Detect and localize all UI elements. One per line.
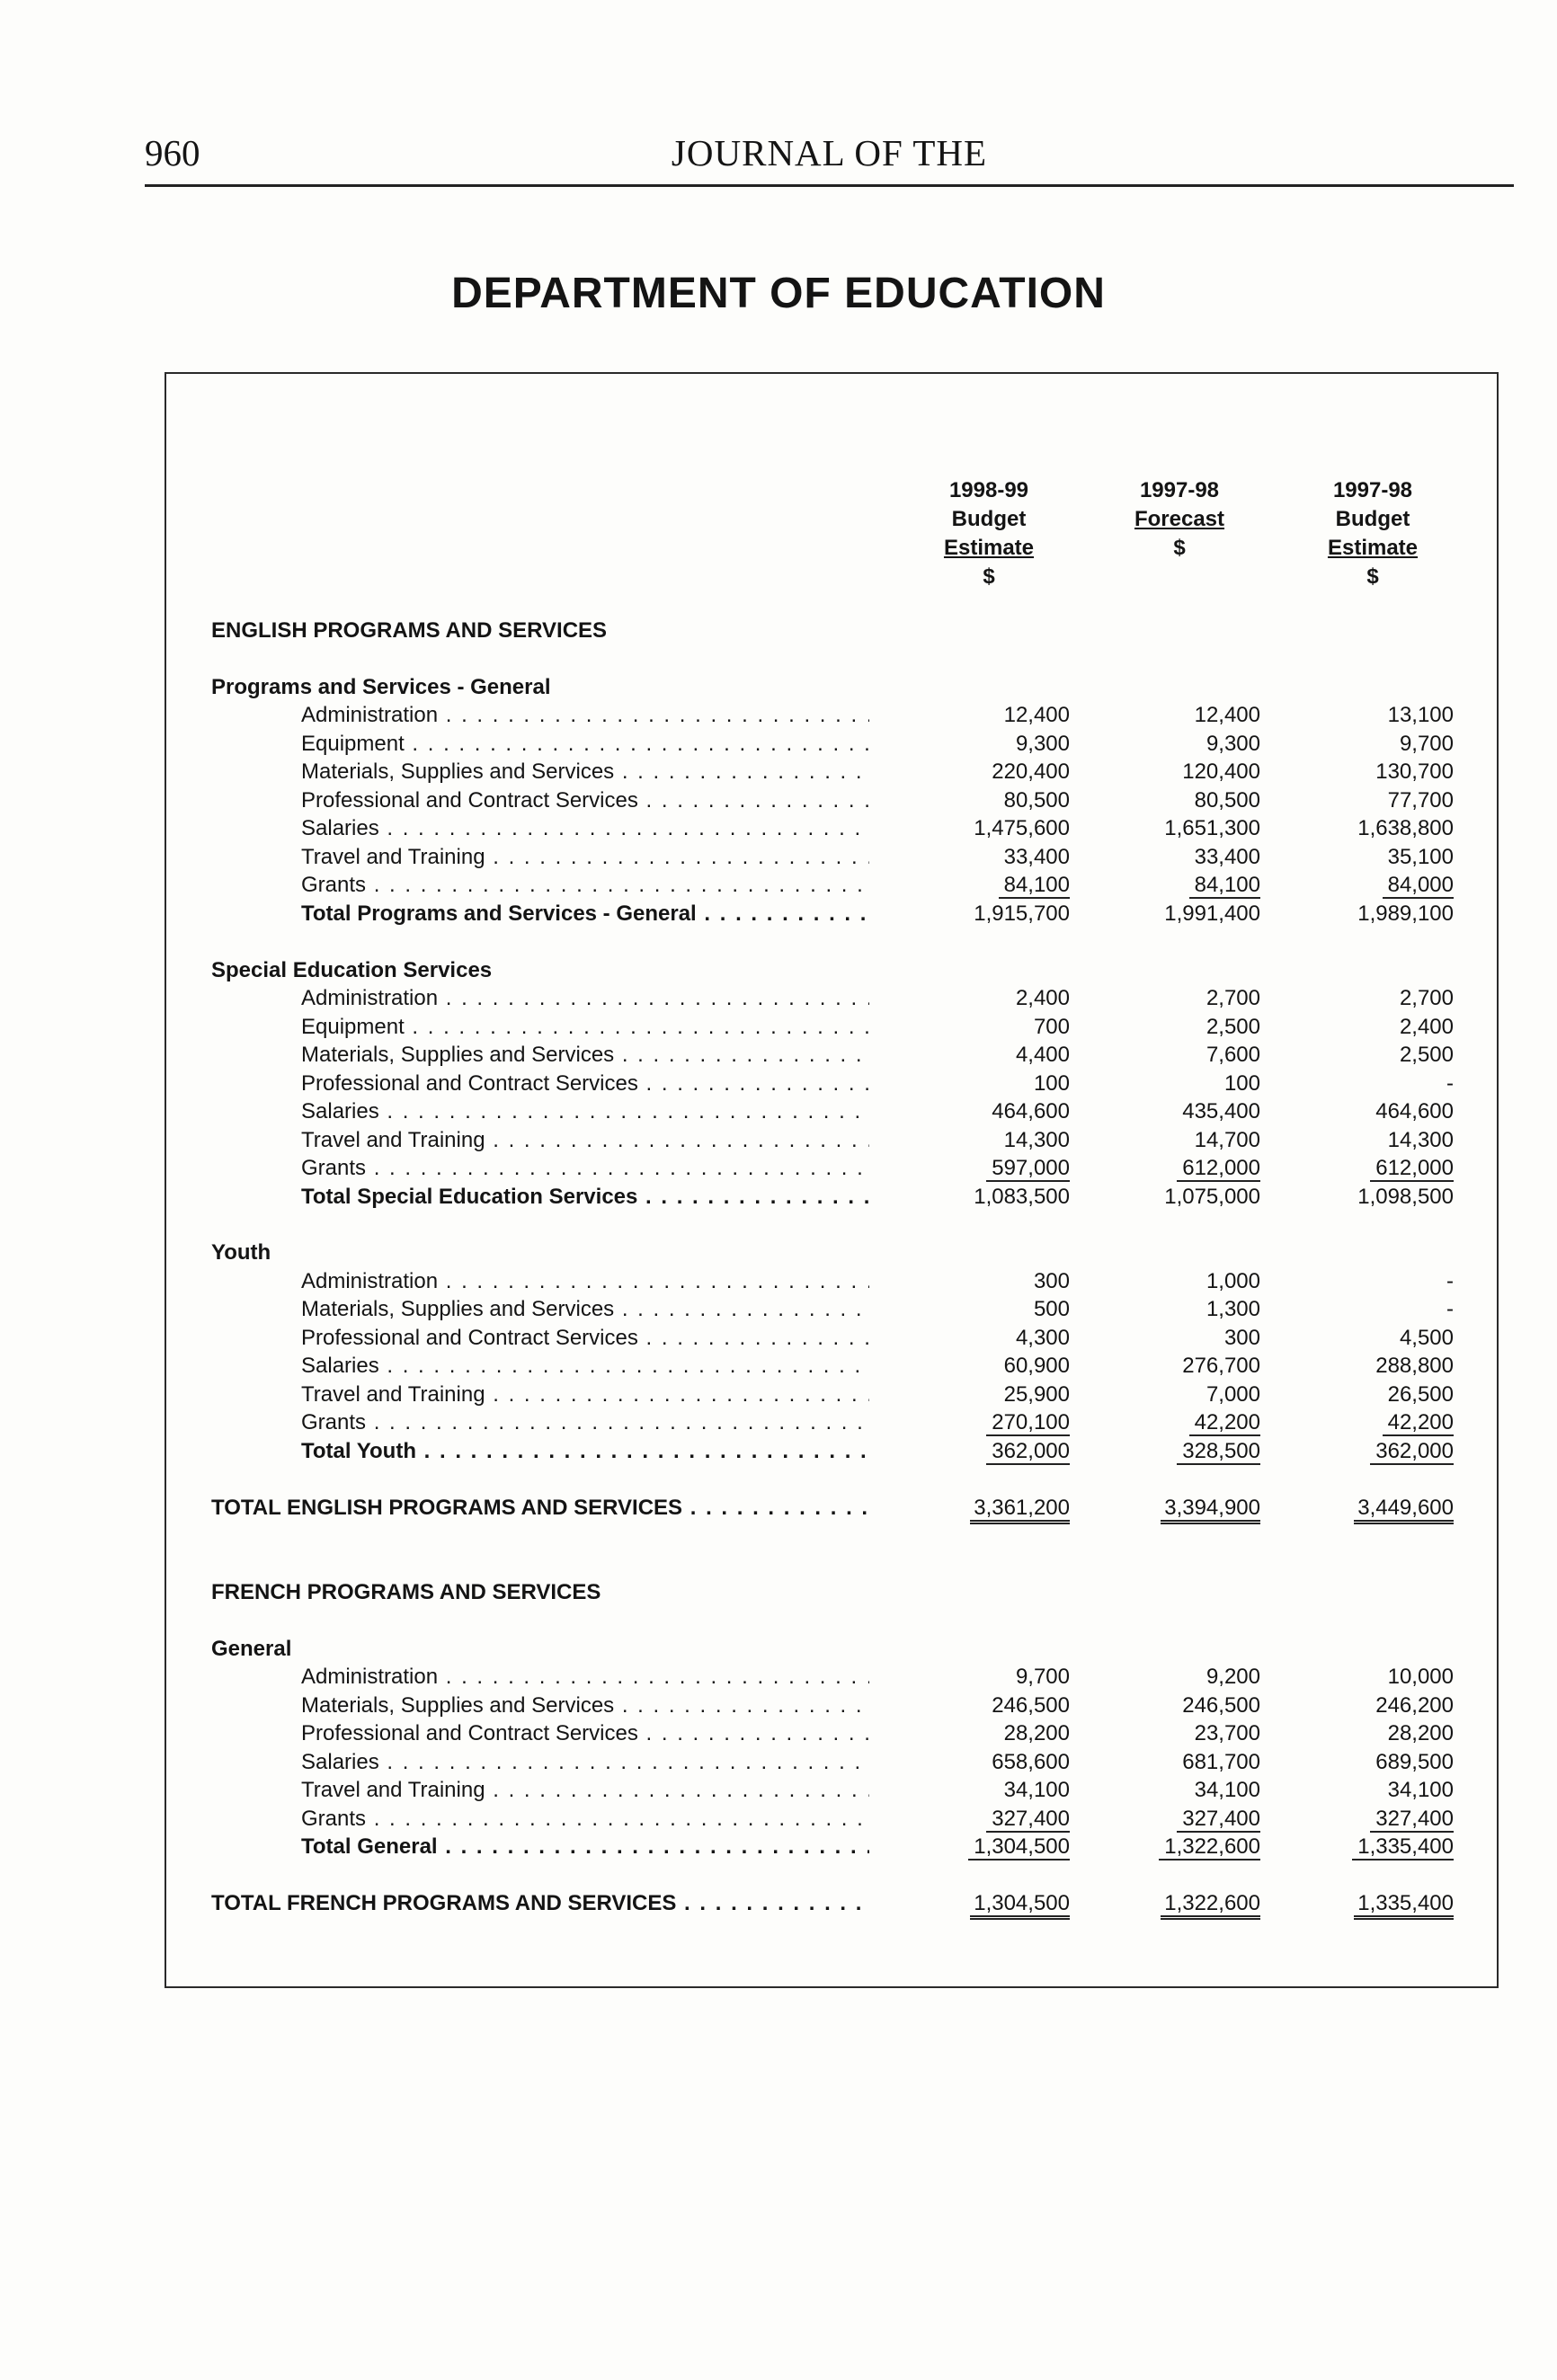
value-text: 12,400 bbox=[1003, 703, 1070, 727]
value-text: 35,100 bbox=[1387, 845, 1454, 869]
value-text: 246,200 bbox=[1375, 1693, 1454, 1718]
value-text: 362,000 bbox=[986, 1439, 1070, 1465]
value-text: 14,700 bbox=[1194, 1128, 1260, 1152]
table-row bbox=[0, 1381, 1557, 1409]
value-cell bbox=[1292, 1437, 1454, 1466]
value-text: - bbox=[1446, 1071, 1454, 1096]
value-text: 658,600 bbox=[992, 1750, 1070, 1774]
value-text: 246,500 bbox=[1182, 1693, 1260, 1718]
value-cell bbox=[1292, 1324, 1454, 1353]
value-cell bbox=[1292, 1154, 1454, 1183]
value-cell bbox=[1099, 1381, 1260, 1409]
value-text: 10,000 bbox=[1387, 1665, 1454, 1689]
value-cell bbox=[1099, 1437, 1260, 1466]
row-label: FRENCH PROGRAMS AND SERVICES bbox=[211, 1580, 601, 1604]
value-cell bbox=[908, 1097, 1070, 1126]
value-text: 77,700 bbox=[1387, 788, 1454, 813]
value-cell bbox=[1099, 1805, 1260, 1834]
value-cell bbox=[1099, 900, 1260, 928]
value-text: 4,300 bbox=[1015, 1326, 1070, 1350]
row-label: General bbox=[211, 1637, 292, 1661]
value-text: 100 bbox=[1033, 1071, 1070, 1096]
value-text: 1,638,800 bbox=[1357, 816, 1454, 840]
value-text: 288,800 bbox=[1375, 1354, 1454, 1378]
row-label: Professional and Contract Services . . . bbox=[301, 1719, 869, 1748]
section-heading bbox=[0, 1578, 1557, 1607]
value-cell bbox=[1292, 1833, 1454, 1861]
value-cell bbox=[1292, 758, 1454, 786]
value-cell bbox=[1099, 1776, 1260, 1805]
value-cell bbox=[908, 1663, 1070, 1692]
value-cell bbox=[908, 1833, 1070, 1861]
value-text: 84,000 bbox=[1383, 873, 1454, 899]
row-label: Travel and Training . . . bbox=[301, 843, 869, 872]
value-text: 80,500 bbox=[1194, 788, 1260, 813]
journal-title: JOURNAL OF THE bbox=[671, 132, 988, 173]
table-row bbox=[0, 701, 1557, 730]
total-row bbox=[0, 1183, 1557, 1212]
row-label: Programs and Services - General bbox=[211, 675, 551, 699]
value-cell bbox=[1292, 1381, 1454, 1409]
column-header-line: Forecast bbox=[1134, 507, 1225, 531]
table-row bbox=[0, 1097, 1557, 1126]
value-text: 3,394,900 bbox=[1161, 1496, 1260, 1524]
value-cell bbox=[908, 1381, 1070, 1409]
value-text: 300 bbox=[1033, 1269, 1070, 1293]
value-text: 34,100 bbox=[1003, 1778, 1070, 1802]
value-text: 14,300 bbox=[1003, 1128, 1070, 1152]
row-label: TOTAL ENGLISH PROGRAMS AND SERVICES . . . bbox=[211, 1494, 869, 1523]
value-text: 276,700 bbox=[1182, 1354, 1260, 1378]
value-text: 3,449,600 bbox=[1354, 1496, 1454, 1524]
value-cell bbox=[908, 1070, 1070, 1098]
value-cell bbox=[1292, 900, 1454, 928]
row-label: Salaries . . . bbox=[301, 1748, 869, 1777]
value-text: 14,300 bbox=[1387, 1128, 1454, 1152]
value-cell bbox=[908, 1437, 1070, 1466]
row-label: Grants . . . bbox=[301, 1805, 869, 1834]
table-row bbox=[0, 1267, 1557, 1296]
column-header-line: Estimate bbox=[943, 536, 1035, 560]
value-text: 327,400 bbox=[1177, 1807, 1260, 1833]
value-cell bbox=[1099, 1719, 1260, 1748]
row-label: Total Youth . . . bbox=[301, 1437, 869, 1466]
value-text: 2,500 bbox=[1399, 1043, 1454, 1067]
value-cell bbox=[1292, 701, 1454, 730]
value-cell bbox=[1292, 1408, 1454, 1437]
value-cell bbox=[1292, 871, 1454, 900]
value-text: 13,100 bbox=[1387, 703, 1454, 727]
row-label: Travel and Training . . . bbox=[301, 1126, 869, 1155]
row-label: ENGLISH PROGRAMS AND SERVICES bbox=[211, 618, 608, 643]
value-cell bbox=[1292, 1805, 1454, 1834]
row-label: Administration . . . bbox=[301, 984, 869, 1013]
value-text: 246,500 bbox=[992, 1693, 1070, 1718]
value-cell bbox=[1292, 1013, 1454, 1042]
value-text: 2,700 bbox=[1206, 986, 1260, 1010]
section-heading bbox=[0, 617, 1557, 645]
table-row bbox=[0, 1013, 1557, 1042]
column-header-line: Estimate bbox=[1327, 536, 1419, 560]
row-label: Total Special Education Services . . . bbox=[301, 1183, 869, 1212]
column-header-line: Budget bbox=[951, 507, 1027, 531]
value-text: 327,400 bbox=[1370, 1807, 1454, 1833]
grand-total-row bbox=[0, 1889, 1557, 1918]
column-header-unit: $ bbox=[1366, 564, 1379, 589]
value-text: 435,400 bbox=[1182, 1099, 1260, 1123]
value-text: 25,900 bbox=[1003, 1382, 1070, 1407]
table-row bbox=[0, 1692, 1557, 1720]
row-label: Professional and Contract Services . . . bbox=[301, 786, 869, 815]
row-label: Administration . . . bbox=[301, 1267, 869, 1296]
total-row bbox=[0, 1437, 1557, 1466]
value-cell bbox=[908, 1408, 1070, 1437]
row-label: Salaries . . . bbox=[301, 1097, 869, 1126]
value-text: 464,600 bbox=[992, 1099, 1070, 1123]
column-header-line: Budget bbox=[1335, 507, 1410, 531]
value-cell bbox=[908, 1805, 1070, 1834]
table-row bbox=[0, 871, 1557, 900]
value-text: 7,600 bbox=[1206, 1043, 1260, 1067]
value-cell bbox=[1099, 1692, 1260, 1720]
value-cell bbox=[1099, 701, 1260, 730]
row-label: Total General . . . bbox=[301, 1833, 869, 1861]
value-text: 84,100 bbox=[1189, 873, 1260, 899]
value-text: 12,400 bbox=[1194, 703, 1260, 727]
value-cell bbox=[908, 1295, 1070, 1324]
value-text: 1,083,500 bbox=[974, 1185, 1070, 1209]
value-cell bbox=[908, 900, 1070, 928]
value-cell bbox=[908, 1494, 1070, 1523]
value-text: 34,100 bbox=[1387, 1778, 1454, 1802]
value-text: 1,300 bbox=[1206, 1297, 1260, 1321]
value-text: 1,322,600 bbox=[1161, 1891, 1260, 1920]
value-text: 681,700 bbox=[1182, 1750, 1260, 1774]
value-text: - bbox=[1446, 1297, 1454, 1321]
row-label: Total Programs and Services - General . . . bbox=[301, 900, 869, 928]
table-row bbox=[0, 1126, 1557, 1155]
value-cell bbox=[1292, 843, 1454, 872]
value-text: - bbox=[1446, 1269, 1454, 1293]
value-cell bbox=[908, 1324, 1070, 1353]
value-text: 34,100 bbox=[1194, 1778, 1260, 1802]
value-text: 220,400 bbox=[992, 759, 1070, 784]
value-cell bbox=[1099, 1126, 1260, 1155]
grand-total-row bbox=[0, 1494, 1557, 1523]
row-label: Salaries . . . bbox=[301, 814, 869, 843]
value-text: 1,304,500 bbox=[970, 1891, 1070, 1920]
value-text: 7,000 bbox=[1206, 1382, 1260, 1407]
value-cell bbox=[908, 1267, 1070, 1296]
subsection-heading bbox=[0, 956, 1557, 985]
column-header-unit: $ bbox=[1173, 536, 1186, 560]
row-label: Equipment . . . bbox=[301, 1013, 869, 1042]
value-cell bbox=[908, 1013, 1070, 1042]
value-text: 2,400 bbox=[1399, 1015, 1454, 1039]
value-cell bbox=[1099, 1352, 1260, 1381]
total-row bbox=[0, 900, 1557, 928]
row-label: Equipment . . . bbox=[301, 730, 869, 759]
value-cell bbox=[1099, 871, 1260, 900]
value-cell bbox=[908, 984, 1070, 1013]
value-cell bbox=[1099, 1041, 1260, 1070]
value-cell bbox=[1292, 730, 1454, 759]
row-label: Travel and Training . . . bbox=[301, 1776, 869, 1805]
table-row bbox=[0, 1663, 1557, 1692]
value-cell bbox=[1292, 1663, 1454, 1692]
value-text: 84,100 bbox=[999, 873, 1070, 899]
value-text: 9,700 bbox=[1015, 1665, 1070, 1689]
value-cell bbox=[908, 701, 1070, 730]
value-cell bbox=[908, 758, 1070, 786]
row-label: Travel and Training . . . bbox=[301, 1381, 869, 1409]
value-cell bbox=[908, 1352, 1070, 1381]
value-cell bbox=[1099, 1097, 1260, 1126]
value-text: 612,000 bbox=[1370, 1156, 1454, 1182]
table-row bbox=[0, 1776, 1557, 1805]
value-text: 4,500 bbox=[1399, 1326, 1454, 1350]
column-header-1997-98-estimate bbox=[1292, 476, 1454, 591]
value-text: 120,400 bbox=[1182, 759, 1260, 784]
value-cell bbox=[1292, 1267, 1454, 1296]
value-cell bbox=[1099, 1013, 1260, 1042]
value-cell bbox=[1292, 1097, 1454, 1126]
subsection-heading bbox=[0, 673, 1557, 702]
value-cell bbox=[908, 1154, 1070, 1183]
value-text: 1,335,400 bbox=[1352, 1834, 1454, 1860]
column-header-line: 1997-98 bbox=[1332, 478, 1413, 502]
page-title: DEPARTMENT OF EDUCATION bbox=[451, 270, 1106, 317]
value-cell bbox=[1292, 1070, 1454, 1098]
value-cell bbox=[908, 1748, 1070, 1777]
value-text: 9,700 bbox=[1399, 732, 1454, 756]
column-header-1997-98-forecast bbox=[1099, 476, 1260, 563]
value-cell bbox=[1292, 1295, 1454, 1324]
value-text: 1,304,500 bbox=[968, 1834, 1070, 1860]
table-row bbox=[0, 1805, 1557, 1834]
value-cell bbox=[908, 814, 1070, 843]
table-row bbox=[0, 786, 1557, 815]
value-text: 80,500 bbox=[1003, 788, 1070, 813]
row-label: Administration . . . bbox=[301, 701, 869, 730]
value-text: 23,700 bbox=[1194, 1721, 1260, 1745]
value-cell bbox=[1099, 1494, 1260, 1523]
row-label: Special Education Services bbox=[211, 958, 493, 982]
value-text: 26,500 bbox=[1387, 1382, 1454, 1407]
value-cell bbox=[1292, 1494, 1454, 1523]
value-text: 1,989,100 bbox=[1357, 901, 1454, 926]
running-head bbox=[145, 129, 1514, 187]
value-cell bbox=[1099, 1663, 1260, 1692]
table-row bbox=[0, 758, 1557, 786]
value-text: 33,400 bbox=[1194, 845, 1260, 869]
value-text: 9,300 bbox=[1206, 732, 1260, 756]
value-text: 1,475,600 bbox=[974, 816, 1070, 840]
column-header-1998-99-estimate bbox=[908, 476, 1070, 591]
value-cell bbox=[1292, 1183, 1454, 1212]
value-cell bbox=[908, 1126, 1070, 1155]
row-label: Materials, Supplies and Services . . . bbox=[301, 1295, 869, 1324]
value-text: 597,000 bbox=[986, 1156, 1070, 1182]
value-text: 689,500 bbox=[1375, 1750, 1454, 1774]
value-text: 328,500 bbox=[1177, 1439, 1260, 1465]
table-row bbox=[0, 843, 1557, 872]
table-row bbox=[0, 1070, 1557, 1098]
value-cell bbox=[1099, 984, 1260, 1013]
value-text: 3,361,200 bbox=[970, 1496, 1070, 1524]
value-cell bbox=[908, 843, 1070, 872]
value-cell bbox=[1099, 843, 1260, 872]
value-text: 612,000 bbox=[1177, 1156, 1260, 1182]
column-header-line: 1997-98 bbox=[1139, 478, 1220, 502]
value-text: 100 bbox=[1223, 1071, 1260, 1096]
table-row bbox=[0, 1041, 1557, 1070]
row-label: Materials, Supplies and Services . . . bbox=[301, 1041, 869, 1070]
value-text: 2,700 bbox=[1399, 986, 1454, 1010]
value-text: 327,400 bbox=[986, 1807, 1070, 1833]
value-text: 42,200 bbox=[1383, 1410, 1454, 1436]
value-cell bbox=[1099, 1748, 1260, 1777]
subsection-heading bbox=[0, 1635, 1557, 1664]
total-row bbox=[0, 1833, 1557, 1861]
row-label: Materials, Supplies and Services . . . bbox=[301, 758, 869, 786]
value-cell bbox=[1292, 786, 1454, 815]
value-text: 700 bbox=[1033, 1015, 1070, 1039]
value-cell bbox=[908, 1692, 1070, 1720]
row-label: Professional and Contract Services . . . bbox=[301, 1070, 869, 1098]
value-cell bbox=[1099, 814, 1260, 843]
row-label: Grants . . . bbox=[301, 1154, 869, 1183]
value-text: 9,300 bbox=[1015, 732, 1070, 756]
row-label: Grants . . . bbox=[301, 1408, 869, 1437]
value-text: 28,200 bbox=[1003, 1721, 1070, 1745]
table-row bbox=[0, 1719, 1557, 1748]
value-cell bbox=[1292, 1748, 1454, 1777]
value-cell bbox=[1099, 786, 1260, 815]
value-cell bbox=[1099, 1154, 1260, 1183]
table-row bbox=[0, 1352, 1557, 1381]
value-text: 33,400 bbox=[1003, 845, 1070, 869]
value-text: 60,900 bbox=[1003, 1354, 1070, 1378]
table-row bbox=[0, 1324, 1557, 1353]
value-text: 28,200 bbox=[1387, 1721, 1454, 1745]
column-header-unit: $ bbox=[983, 564, 995, 589]
value-text: 9,200 bbox=[1206, 1665, 1260, 1689]
value-text: 1,075,000 bbox=[1164, 1185, 1260, 1209]
value-text: 270,100 bbox=[986, 1410, 1070, 1436]
value-cell bbox=[908, 730, 1070, 759]
value-cell bbox=[908, 871, 1070, 900]
row-label: Administration . . . bbox=[301, 1663, 869, 1692]
column-header-line: 1998-99 bbox=[948, 478, 1029, 502]
value-cell bbox=[1292, 1719, 1454, 1748]
value-text: 42,200 bbox=[1189, 1410, 1260, 1436]
value-text: 2,400 bbox=[1015, 986, 1070, 1010]
value-text: 1,991,400 bbox=[1164, 901, 1260, 926]
row-label: TOTAL FRENCH PROGRAMS AND SERVICES . . . bbox=[211, 1889, 869, 1918]
value-cell bbox=[1292, 1041, 1454, 1070]
value-cell bbox=[1292, 1889, 1454, 1918]
value-cell bbox=[908, 1041, 1070, 1070]
value-cell bbox=[908, 1776, 1070, 1805]
value-text: 2,500 bbox=[1206, 1015, 1260, 1039]
value-cell bbox=[1099, 1324, 1260, 1353]
value-cell bbox=[1292, 1692, 1454, 1720]
subsection-heading bbox=[0, 1239, 1557, 1267]
page-number: 960 bbox=[145, 132, 200, 173]
table-row bbox=[0, 984, 1557, 1013]
table-row bbox=[0, 1408, 1557, 1437]
value-text: 1,915,700 bbox=[974, 901, 1070, 926]
row-label: Materials, Supplies and Services . . . bbox=[301, 1692, 869, 1720]
table-row bbox=[0, 1748, 1557, 1777]
value-cell bbox=[908, 1183, 1070, 1212]
value-text: 1,098,500 bbox=[1357, 1185, 1454, 1209]
value-cell bbox=[1292, 1126, 1454, 1155]
value-text: 1,322,600 bbox=[1159, 1834, 1260, 1860]
value-cell bbox=[908, 1889, 1070, 1918]
value-text: 464,600 bbox=[1375, 1099, 1454, 1123]
value-text: 1,335,400 bbox=[1354, 1891, 1454, 1920]
value-cell bbox=[1099, 1295, 1260, 1324]
value-text: 362,000 bbox=[1370, 1439, 1454, 1465]
row-label: Salaries . . . bbox=[301, 1352, 869, 1381]
table-row bbox=[0, 814, 1557, 843]
value-cell bbox=[908, 1719, 1070, 1748]
table-row bbox=[0, 1295, 1557, 1324]
value-text: 1,651,300 bbox=[1164, 816, 1260, 840]
value-text: 130,700 bbox=[1375, 759, 1454, 784]
value-cell bbox=[1099, 1183, 1260, 1212]
value-cell bbox=[1099, 730, 1260, 759]
value-cell bbox=[1099, 1833, 1260, 1861]
value-cell bbox=[1099, 1408, 1260, 1437]
value-cell bbox=[1292, 1352, 1454, 1381]
value-text: 500 bbox=[1033, 1297, 1070, 1321]
row-label: Grants . . . bbox=[301, 871, 869, 900]
value-text: 300 bbox=[1223, 1326, 1260, 1350]
value-cell bbox=[908, 786, 1070, 815]
row-label: Youth bbox=[211, 1240, 271, 1265]
value-cell bbox=[1292, 814, 1454, 843]
value-text: 4,400 bbox=[1015, 1043, 1070, 1067]
value-cell bbox=[1099, 1070, 1260, 1098]
value-cell bbox=[1099, 1267, 1260, 1296]
row-label: Professional and Contract Services . . . bbox=[301, 1324, 869, 1353]
value-cell bbox=[1099, 1889, 1260, 1918]
value-cell bbox=[1292, 984, 1454, 1013]
value-cell bbox=[1292, 1776, 1454, 1805]
value-text: 1,000 bbox=[1206, 1269, 1260, 1293]
table-row bbox=[0, 730, 1557, 759]
table-row bbox=[0, 1154, 1557, 1183]
value-cell bbox=[1099, 758, 1260, 786]
